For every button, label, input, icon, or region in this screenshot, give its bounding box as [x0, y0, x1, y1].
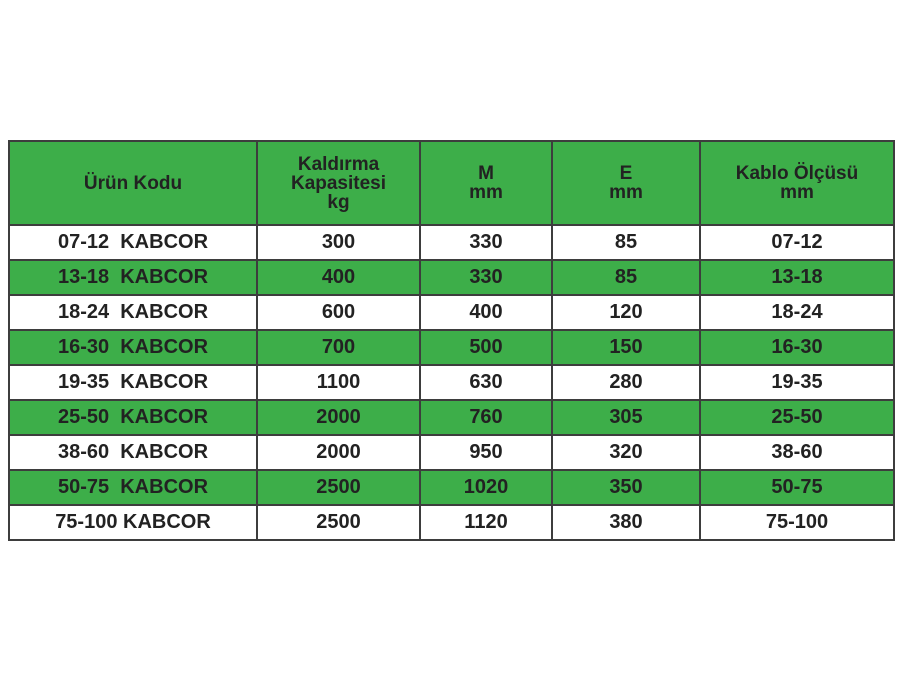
cell-urun-kodu: 07-12 KABCOR [9, 225, 257, 260]
cell-e: 150 [552, 330, 700, 365]
table-row [9, 365, 894, 400]
cell-kablo-olcusu: 07-12 [700, 225, 894, 260]
cell-kapasite: 2000 [257, 400, 420, 435]
table-header-row [9, 141, 894, 225]
cell-e: 380 [552, 505, 700, 540]
cell-kapasite: 2500 [257, 470, 420, 505]
cell-e: 280 [552, 365, 700, 400]
cell-e: 320 [552, 435, 700, 470]
cell-m: 400 [420, 295, 552, 330]
cell-m: 1020 [420, 470, 552, 505]
cell-e: 85 [552, 225, 700, 260]
cell-kablo-olcusu: 25-50 [700, 400, 894, 435]
cell-kapasite: 2000 [257, 435, 420, 470]
cell-kapasite: 400 [257, 260, 420, 295]
header-kaldirma-kapasitesi: Kaldırma Kapasitesi kg [257, 141, 420, 225]
table-row [9, 260, 894, 295]
cell-kapasite: 600 [257, 295, 420, 330]
cell-urun-kodu: 19-35 KABCOR [9, 365, 257, 400]
cell-kablo-olcusu: 38-60 [700, 435, 894, 470]
cell-kapasite: 1100 [257, 365, 420, 400]
cell-kablo-olcusu: 13-18 [700, 260, 894, 295]
table-row [9, 330, 894, 365]
cell-urun-kodu: 50-75 KABCOR [9, 470, 257, 505]
cell-urun-kodu: 75-100 KABCOR [9, 505, 257, 540]
cell-urun-kodu: 18-24 KABCOR [9, 295, 257, 330]
cell-e: 305 [552, 400, 700, 435]
header-m: M mm [420, 141, 552, 225]
cell-m: 950 [420, 435, 552, 470]
cell-kapasite: 2500 [257, 505, 420, 540]
cell-m: 500 [420, 330, 552, 365]
cell-urun-kodu: 13-18 KABCOR [9, 260, 257, 295]
cell-urun-kodu: 38-60 KABCOR [9, 435, 257, 470]
cell-kapasite: 700 [257, 330, 420, 365]
cell-kablo-olcusu: 50-75 [700, 470, 894, 505]
cell-e: 85 [552, 260, 700, 295]
header-kablo-olcusu: Kablo Ölçüsü mm [700, 141, 894, 225]
cell-kablo-olcusu: 18-24 [700, 295, 894, 330]
cell-m: 330 [420, 260, 552, 295]
table-row [9, 400, 894, 435]
cell-m: 760 [420, 400, 552, 435]
cell-kablo-olcusu: 16-30 [700, 330, 894, 365]
header-urun-kodu: Ürün Kodu [9, 141, 257, 225]
cell-kapasite: 300 [257, 225, 420, 260]
table-row [9, 470, 894, 505]
table-row [9, 295, 894, 330]
product-spec-table [8, 140, 895, 541]
table-row [9, 225, 894, 260]
cell-urun-kodu: 16-30 KABCOR [9, 330, 257, 365]
cell-e: 350 [552, 470, 700, 505]
cell-m: 630 [420, 365, 552, 400]
table-row [9, 435, 894, 470]
cell-urun-kodu: 25-50 KABCOR [9, 400, 257, 435]
header-e: E mm [552, 141, 700, 225]
cell-kablo-olcusu: 75-100 [700, 505, 894, 540]
cell-e: 120 [552, 295, 700, 330]
cell-m: 330 [420, 225, 552, 260]
table-row [9, 505, 894, 540]
cell-kablo-olcusu: 19-35 [700, 365, 894, 400]
cell-m: 1120 [420, 505, 552, 540]
